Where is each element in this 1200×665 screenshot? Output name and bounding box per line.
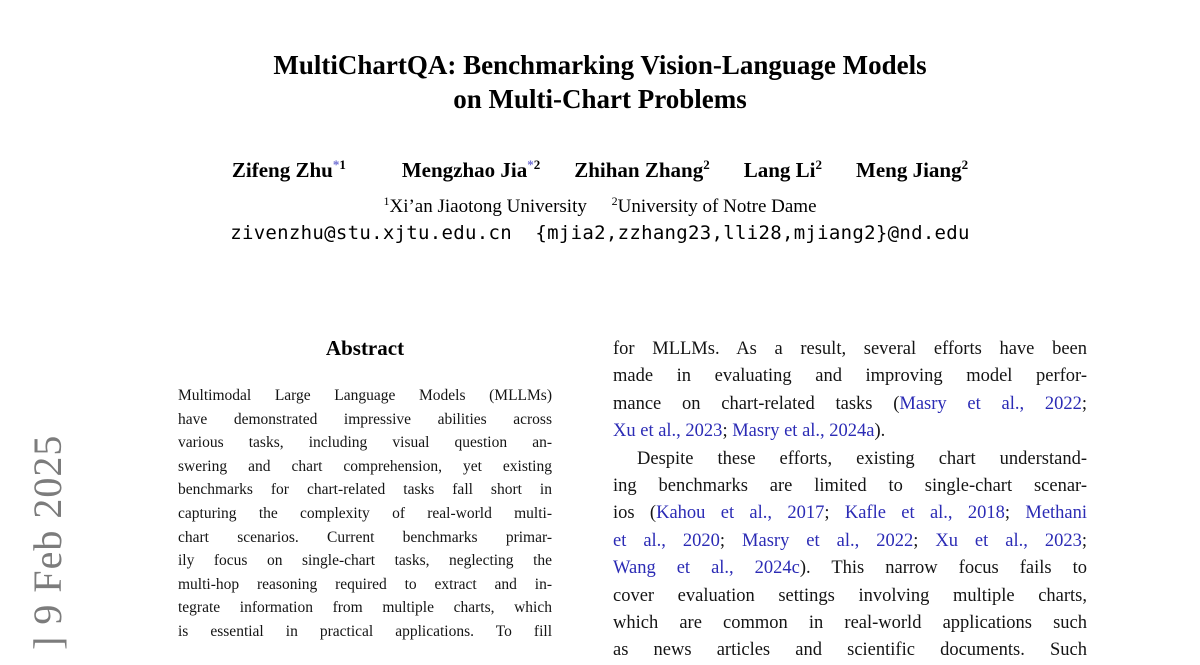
- body-text: made in evaluating and improving model perfor-: [613, 366, 1087, 387]
- body-text: cover evaluation settings involving multiple charts,: [613, 585, 1087, 606]
- author-name: Zifeng Zhu: [231, 158, 333, 182]
- body-text: ing benchmarks are limited to single-chart scenar-: [613, 476, 1087, 497]
- body-text: ).: [874, 421, 886, 442]
- body-line: [613, 555, 1087, 582]
- body-line: [613, 583, 1087, 610]
- abstract-line: benchmarks for chart-related tasks fall short in: [178, 481, 552, 499]
- abstract-line: capturing the complexity of real-world multi-: [178, 504, 552, 522]
- body-line: [613, 500, 1087, 527]
- author-5: [856, 158, 968, 183]
- affiliation-text: Xi’an Jiaotong University: [389, 196, 587, 217]
- body-text: for MLLMs. As a result, several efforts have been: [613, 339, 1087, 359]
- body-text: ). This narrow focus fails to: [799, 558, 1087, 579]
- footnote-star: *: [527, 157, 534, 172]
- citation-link[interactable]: Masry et al., 2024a: [732, 421, 875, 442]
- citation-link[interactable]: Methani: [1025, 503, 1088, 524]
- citation-link[interactable]: et al., 2020: [613, 530, 720, 551]
- author-4: [744, 158, 822, 183]
- citation-link[interactable]: Wang et al., 2024c: [613, 558, 800, 579]
- paper-title-line2: on Multi-Chart Problems: [453, 84, 747, 114]
- abstract-text: [178, 384, 552, 644]
- body-line: [613, 391, 1087, 418]
- body-text: ;: [722, 421, 733, 442]
- author-name: Lang Li: [743, 158, 816, 182]
- abstract-heading: Abstract: [325, 336, 405, 360]
- author-name: Meng Jiang: [856, 158, 962, 182]
- arxiv-watermark: ] 9 Feb 2025: [25, 434, 70, 650]
- body-line: [613, 418, 1087, 445]
- body-line: [613, 336, 1087, 363]
- affiliation-text: University of Notre Dame: [617, 196, 817, 217]
- abstract-line: Multimodal Large Language Models (MLLMs): [178, 387, 552, 404]
- citation-link[interactable]: Kahou et al., 2017: [656, 503, 825, 524]
- affiliation-sup: 2: [703, 157, 710, 172]
- citation-link[interactable]: Masry et al., 2022: [899, 393, 1082, 414]
- citation-link[interactable]: Masry et al., 2022: [742, 530, 914, 551]
- citation-link[interactable]: Xu et al., 2023: [935, 530, 1082, 551]
- author-1: [232, 158, 346, 183]
- author-3: [574, 158, 710, 183]
- abstract-line: tegrate information from multiple charts, which: [178, 599, 552, 617]
- body-line: [613, 528, 1087, 555]
- author-list: [100, 158, 1100, 183]
- email-line: zivenzhu@stu.xjtu.edu.cn {mjia2,zzhang23,lli28,mjiang2}@nd.edu: [230, 222, 970, 244]
- affiliation-sup: 2: [611, 194, 618, 208]
- body-line: [613, 473, 1087, 500]
- abstract-line: is essential in practical applications. To fill: [178, 622, 552, 640]
- body-text: Despite these efforts, existing chart understand-: [637, 448, 1087, 469]
- citation-link[interactable]: Xu et al., 2023: [613, 421, 723, 442]
- body-text: ;: [1004, 503, 1026, 524]
- author-2: [402, 158, 540, 183]
- affiliation-1: [383, 196, 586, 217]
- affiliation-sup: 2: [533, 157, 541, 172]
- abstract-line: multi-hop reasoning required to extract and in-: [178, 575, 552, 593]
- citation-link[interactable]: Kafle et al., 2018: [844, 503, 1005, 524]
- affiliation-sup: 2: [815, 157, 823, 172]
- body-line: [613, 446, 1087, 473]
- body-text: ;: [824, 503, 845, 524]
- abstract-line: swering and chart comprehension, yet existing: [178, 457, 552, 475]
- right-column-text: [613, 336, 1087, 665]
- paper-title: [100, 48, 1100, 116]
- body-text: ;: [913, 530, 936, 551]
- abstract-line: various tasks, including visual question an-: [178, 434, 552, 452]
- abstract-line: have demonstrated impressive abilities across: [178, 410, 552, 428]
- affiliation-sup: 1: [339, 157, 346, 172]
- body-line: [613, 363, 1087, 390]
- abstract-line: chart scenarios. Current benchmarks primar-: [178, 528, 552, 546]
- body-text: which are common in real-world applications such: [613, 613, 1087, 634]
- body-line: [613, 637, 1087, 664]
- footnote-star: *: [332, 157, 340, 172]
- affiliation-line: [100, 196, 1100, 218]
- author-name: Mengzhao Jia: [401, 158, 528, 182]
- body-line: [613, 610, 1087, 637]
- paper-title-line1: MultiChartQA: Benchmarking Vision-Language Models: [273, 50, 927, 80]
- author-name: Zhihan Zhang: [574, 158, 704, 182]
- body-text: ;: [1081, 530, 1087, 551]
- body-text: ;: [719, 530, 743, 551]
- body-text: ios (: [613, 503, 657, 524]
- abstract-line: ily focus on single-chart tasks, neglecting the: [178, 552, 552, 570]
- body-text: ;: [1081, 393, 1087, 414]
- body-text: mance on chart-related tasks (: [613, 393, 900, 414]
- affiliation-2: [612, 196, 817, 217]
- affiliation-sup: 2: [961, 157, 969, 172]
- body-text: as news articles and scientific documents. Such: [613, 640, 1087, 661]
- affiliation-sup: 1: [383, 194, 390, 208]
